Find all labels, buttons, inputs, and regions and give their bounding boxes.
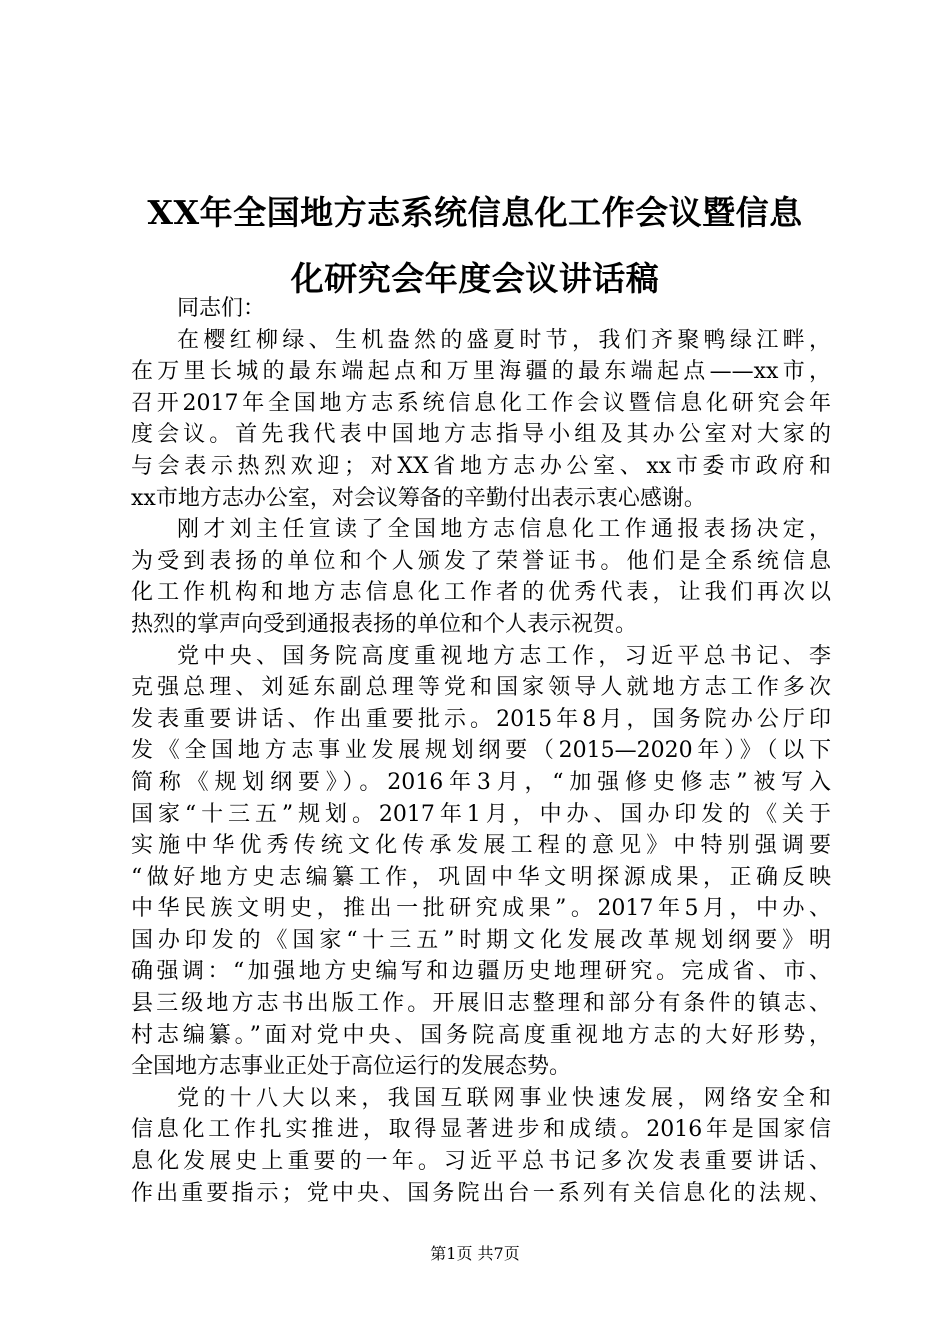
document-body: [131, 293, 831, 1209]
body-line: 发《全国地方志事业发展规划纲要（2015—2020年）》（以下: [131, 738, 831, 764]
page-footer: 第1页 共7页: [430, 1244, 520, 1263]
body-line: 国家“十三五”规划。2017年1月，中办、国办印发的《关于: [131, 801, 831, 827]
body-line: 度会议。首先我代表中国地方志指导小组及其办公室对大家的: [131, 422, 831, 448]
body-line: 党的十八大以来，我国互联网事业快速发展，网络安全和: [177, 1085, 831, 1111]
body-line: 党中央、国务院高度重视地方志工作，习近平总书记、李: [177, 643, 831, 669]
body-line: 县三级地方志书出版工作。开展旧志整理和部分有条件的镇志、: [131, 991, 831, 1017]
body-line: 刚才刘主任宣读了全国地方志信息化工作通报表扬决定，: [177, 517, 831, 543]
title-line-1: XX年全国地方志系统信息化工作会议暨信息: [147, 193, 803, 232]
body-line: 村志编纂。”面对党中央、国务院高度重视地方志的大好形势，: [131, 1022, 831, 1048]
body-line: 中华民族文明史，推出一批研究成果”。2017年5月，中办、: [131, 896, 831, 922]
body-line: 发表重要讲话、作出重要批示。2015年8月，国务院办公厅印: [131, 706, 831, 732]
body-line: 信息化工作扎实推进，取得显著进步和成绩。2016年是国家信: [131, 1117, 831, 1143]
body-line: 简称《规划纲要》）。2016年3月，“加强修史修志”被写入: [131, 769, 831, 795]
body-line: 确强调：“加强地方史编写和边疆历史地理研究。完成省、市、: [131, 959, 831, 985]
body-line: 实施中华优秀传统文化传承发展工程的意见》中特别强调要: [131, 833, 831, 859]
body-line: 息化发展史上重要的一年。习近平总书记多次发表重要讲话、: [131, 1149, 831, 1175]
body-line: 克强总理、刘延东副总理等党和国家领导人就地方志工作多次: [131, 675, 831, 701]
body-line: 为受到表扬的单位和个人颁发了荣誉证书。他们是全系统信息: [131, 548, 831, 574]
body-line: “做好地方史志编纂工作，巩固中华文明探源成果，正确反映: [131, 864, 831, 890]
body-line: 与会表示热烈欢迎；对XX省地方志办公室、xx市委市政府和: [131, 453, 831, 479]
body-line: 作出重要指示；党中央、国务院出台一系列有关信息化的法规、: [131, 1180, 831, 1206]
body-line: xx市地方志办公室，对会议筹备的辛勤付出表示衷心感谢。: [131, 485, 706, 511]
title-line-2: 化研究会年度会议讲话稿: [290, 259, 660, 298]
body-line: 在万里长城的最东端起点和万里海疆的最东端起点——xx市，: [131, 359, 831, 385]
body-line: 国办印发的《国家“十三五”时期文化发展改革规划纲要》明: [131, 927, 831, 953]
body-line: 热烈的掌声向受到通报表扬的单位和个人表示祝贺。: [131, 611, 638, 637]
body-line: 化工作机构和地方志信息化工作者的优秀代表，让我们再次以: [131, 580, 831, 606]
body-line: 全国地方志事业正处于高位运行的发展态势。: [131, 1054, 572, 1080]
body-line: 在樱红柳绿、生机盎然的盛夏时节，我们齐聚鸭绿江畔，: [177, 327, 831, 353]
body-line: 召开2017年全国地方志系统信息化工作会议暨信息化研究会年: [131, 390, 831, 416]
salutation: 同志们：: [177, 296, 266, 321]
